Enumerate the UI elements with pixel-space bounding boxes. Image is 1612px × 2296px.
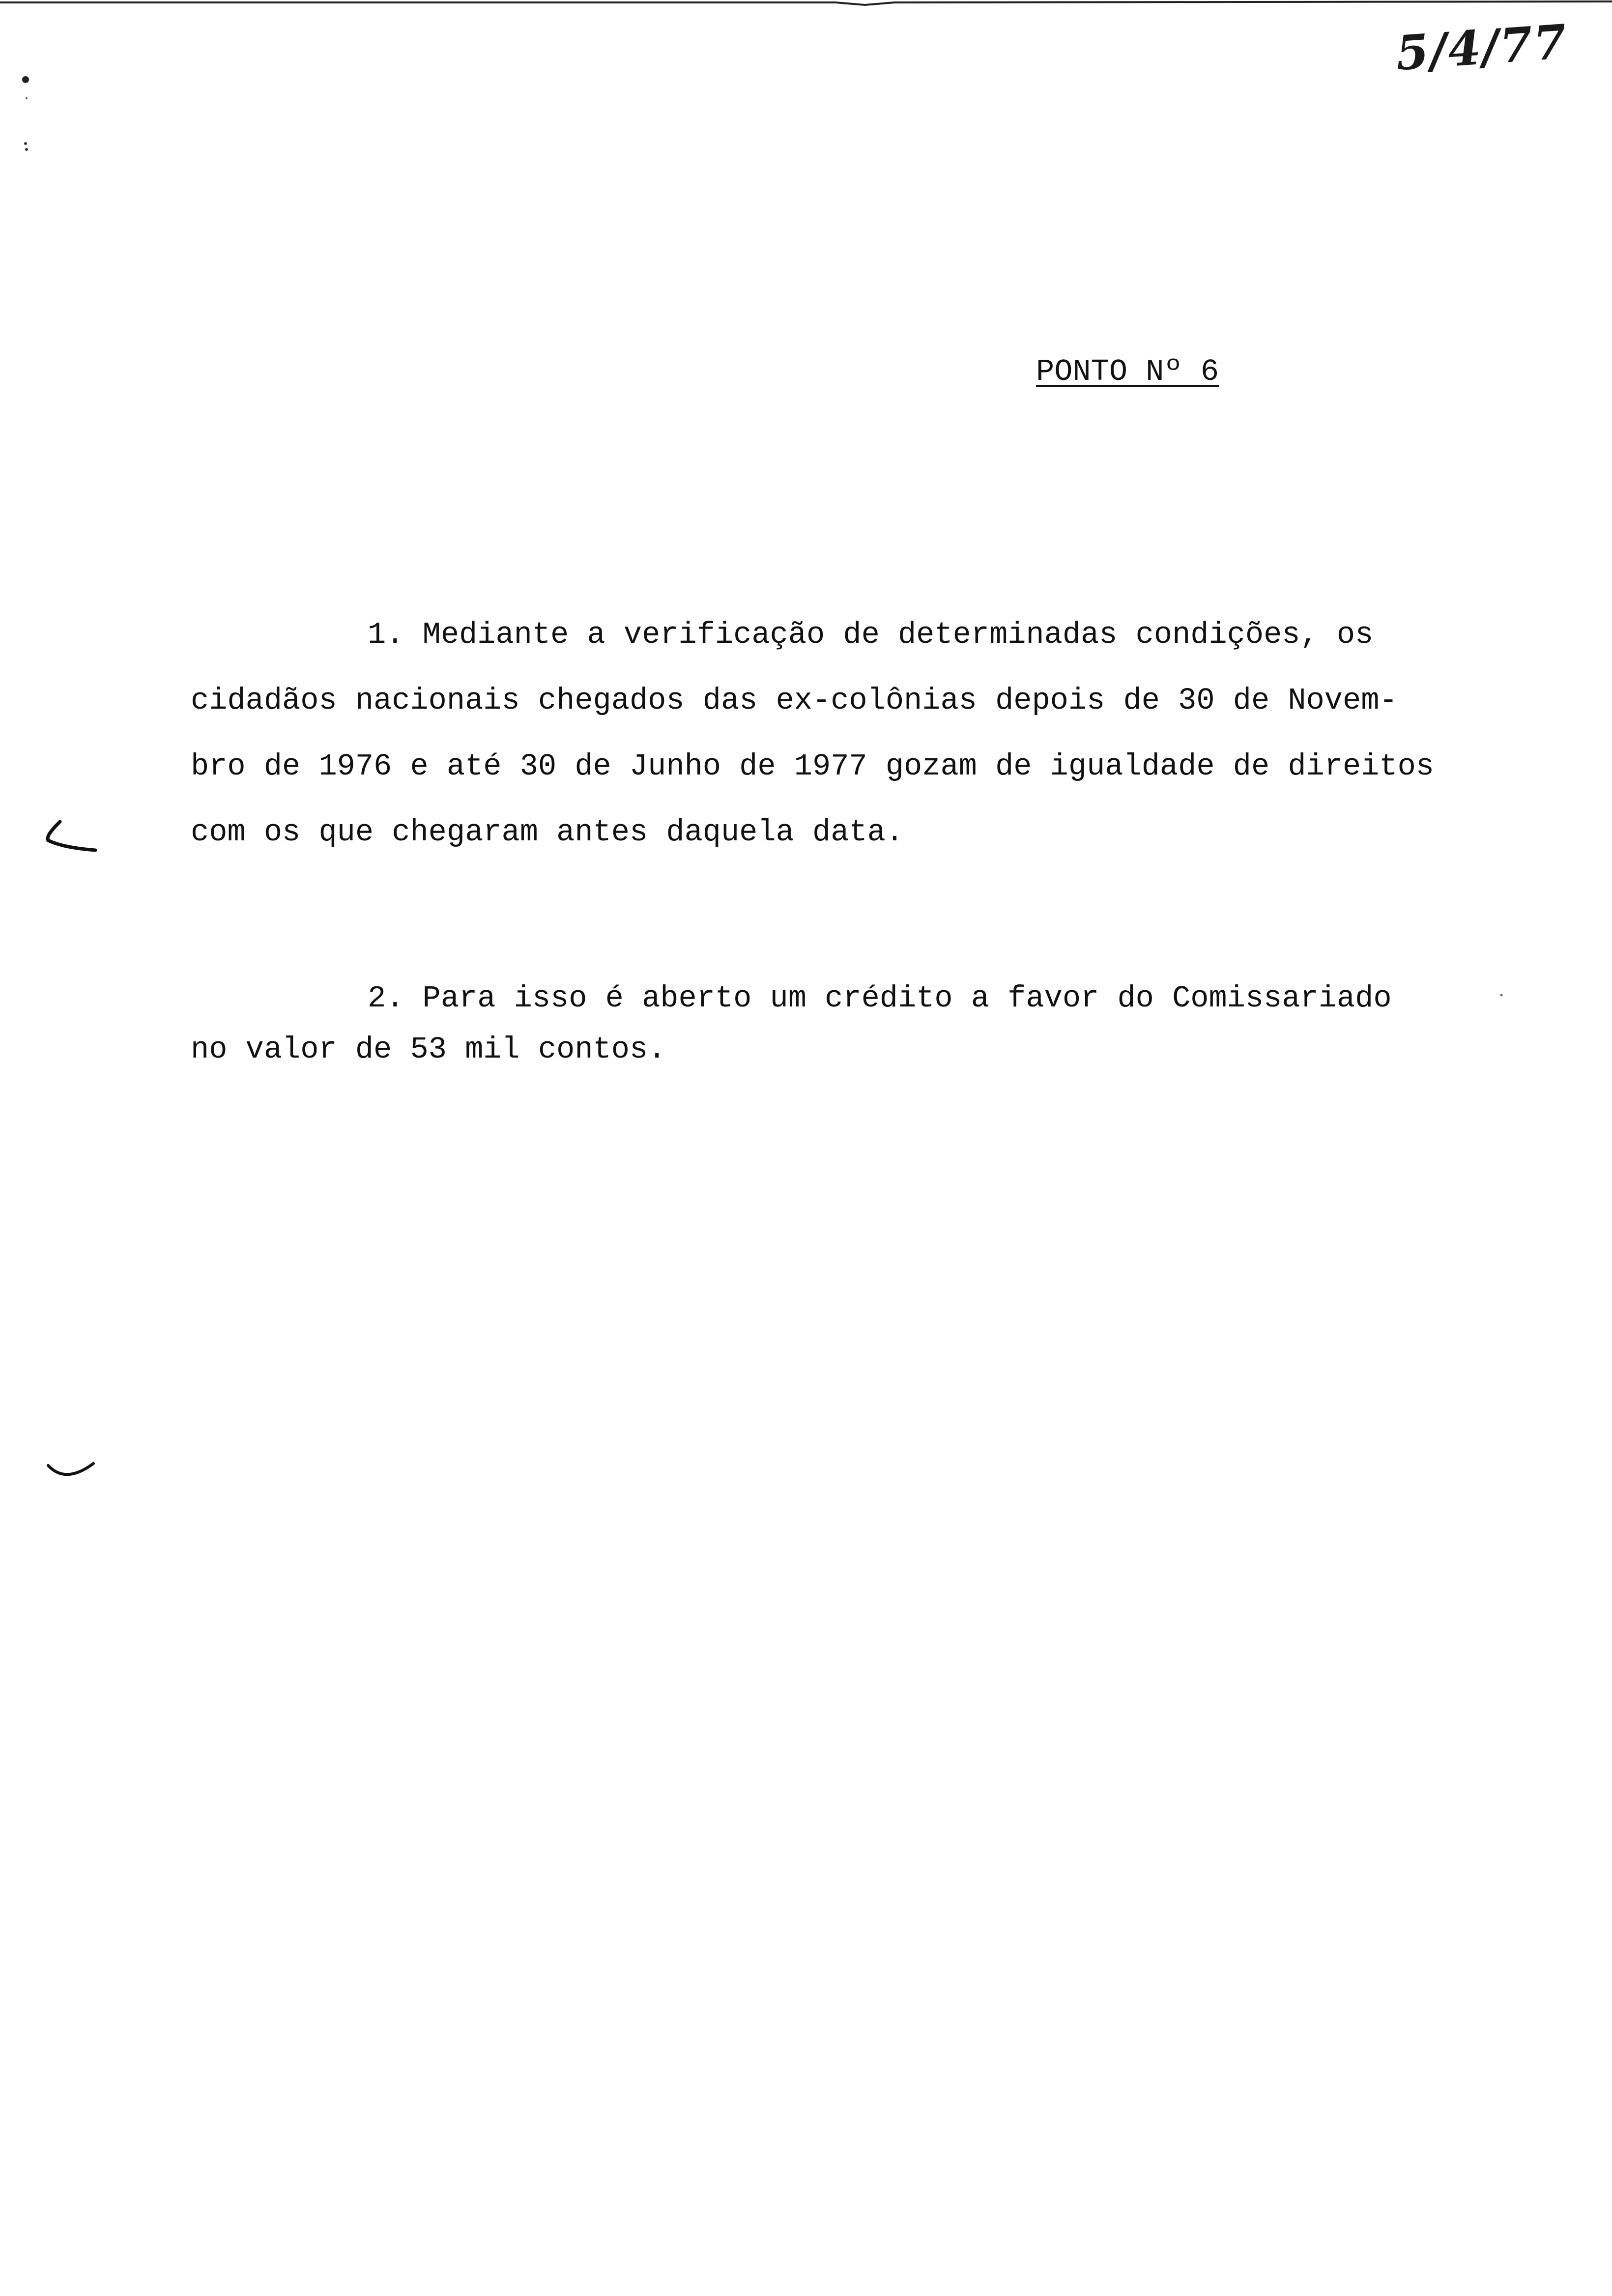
stray-dot [1499, 993, 1504, 998]
top-border-line [0, 0, 1612, 7]
paragraph-1-line-2: cidadãos nacionais chegados das ex-colônias depois de 30 de Novem- [191, 683, 1398, 718]
paragraph-1-line-4: com os que chegaram antes daquela data. [191, 815, 904, 850]
paragraph-2-line-1: 2. Para isso é aberto um crédito a favor do Comissariado [368, 981, 1392, 1016]
paragraph-2-line-2: no valor de 53 mil contos. [191, 1032, 666, 1067]
handwritten-date: 5/4/77 [1394, 13, 1569, 82]
margin-tick-mark [44, 1455, 103, 1489]
paragraph-1-line-1: 1. Mediante a verificação de determinadas condições, os [368, 617, 1374, 652]
page-title: PONTO Nº 6 [1036, 354, 1219, 389]
margin-check-mark [41, 816, 100, 860]
binder-hole-mark [20, 74, 34, 152]
paragraph-1-line-3: bro de 1976 e até 30 de Junho de 1977 gozam de igualdade de direitos [191, 749, 1435, 784]
